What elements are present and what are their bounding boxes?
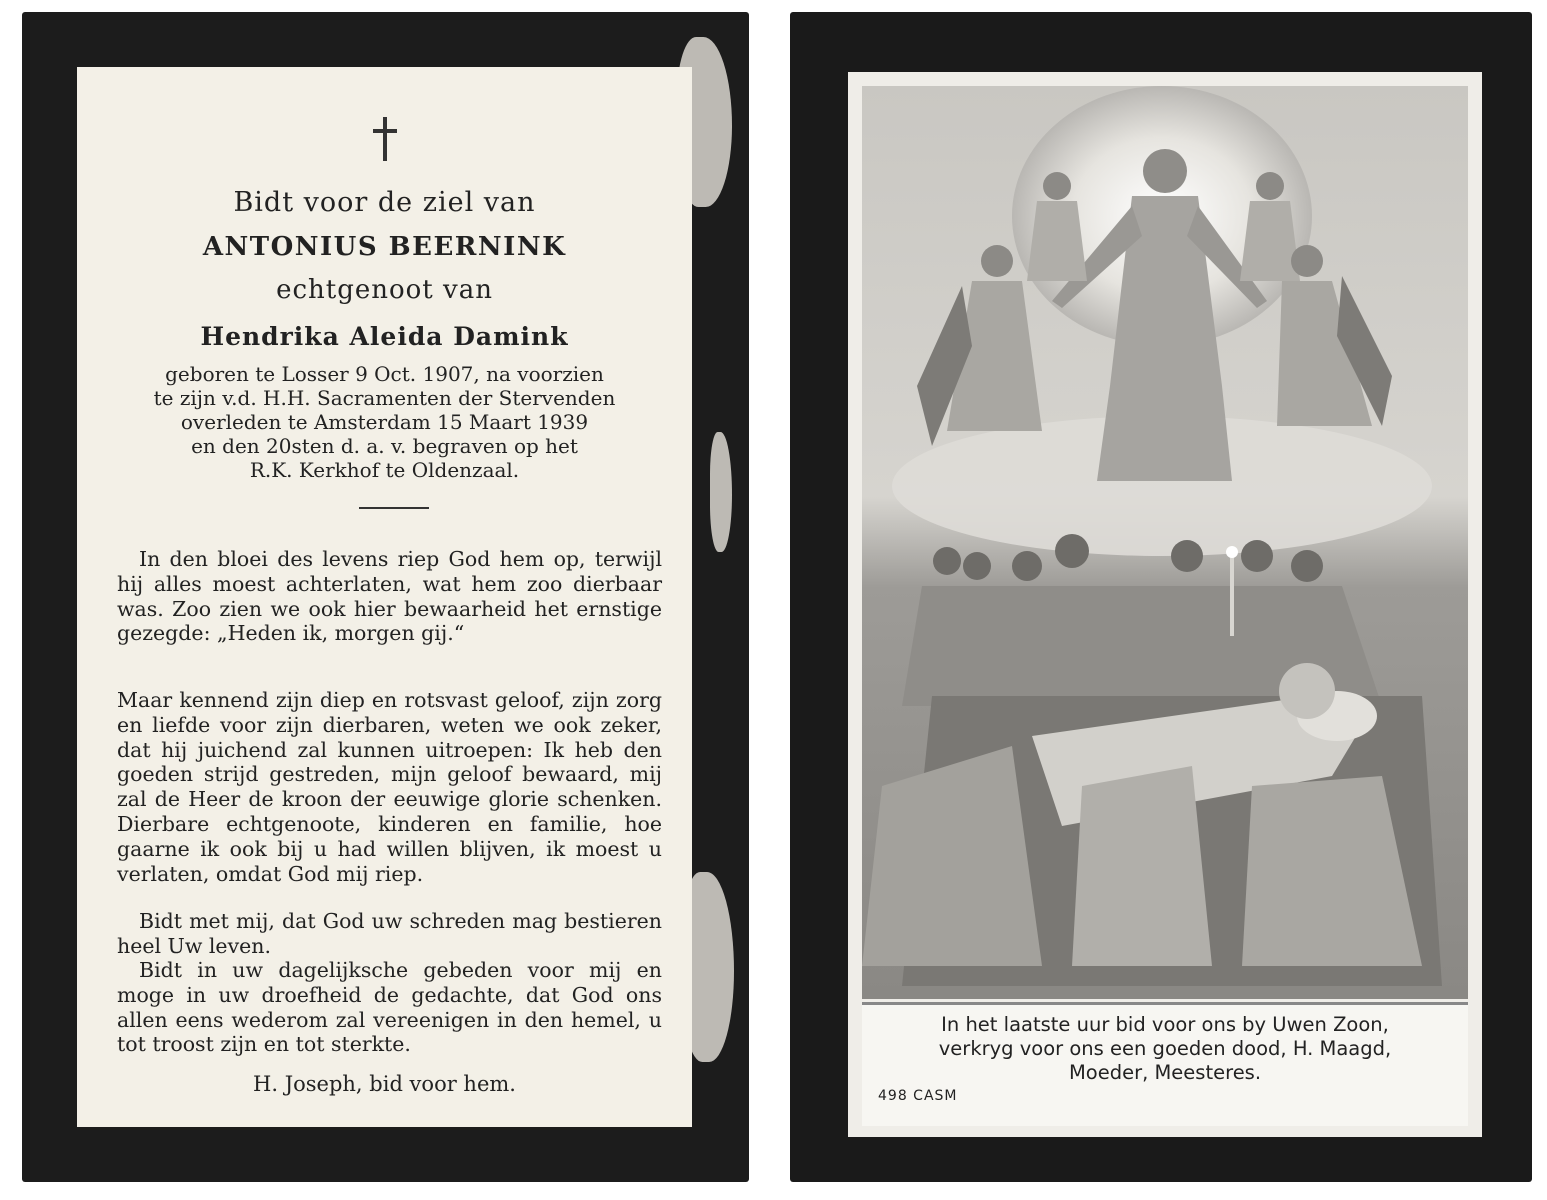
angel-robe	[1027, 201, 1087, 281]
image-page	[848, 72, 1482, 1137]
caption-line: Moeder, Meesteres.	[1068, 1061, 1262, 1084]
cross-icon	[373, 117, 397, 161]
divider	[359, 507, 429, 509]
religious-illustration	[862, 86, 1468, 999]
bio-line: te zijn v.d. H.H. Sacramenten der Stervenden	[153, 386, 616, 410]
illustration-svg	[862, 86, 1468, 999]
paragraph-4: Bidt in uw dagelijksche gebeden voor mij en moge in uw droefheid de gedachte, dat God ons allen eens wederom zal vereenigen in den hemel, u tot troost zijn en tot sterkte.	[117, 958, 662, 1057]
text-page	[77, 67, 692, 1127]
angel-head	[1291, 245, 1323, 277]
caption-line: In het laatste uur bid voor ons by Uwen Zoon,	[941, 1013, 1389, 1036]
prayer-caption	[862, 1013, 1468, 1085]
angel-head	[981, 245, 1013, 277]
paragraph-1: In den bloei des levens riep God hem op, terwijl hij alles moest achterlaten, wat hem zoo dierbaar was. Zoo zien we ook hier bewaarheid het ernstige gezegde: „Heden ik, morgen gij.“	[117, 547, 662, 646]
caption-panel	[862, 1002, 1468, 1126]
paragraph-2: Maar kennend zijn diep en rotsvast geloof, zijn zorg en liefde voor zijn dierbaren, weten we ook zeker, dat hij juichend zal kunnen uitroepen: Ik heb den goeden strijd gestreden, mijn geloof bewaard, mij zal de Heer de kroon der eeuwige glorie schenken. Dierbare echtgenoote, kinderen en familie, hoe gaarne ik ook bij u had willen blijven, ik moest u verlaten, omdat God mij riep.	[117, 688, 662, 886]
relation-text: echtgenoot van	[276, 275, 493, 305]
kneeling-figure	[1072, 766, 1212, 966]
christ-head	[1143, 149, 1187, 193]
bio-line: geboren te Losser 9 Oct. 1907, na voorzien	[165, 362, 604, 386]
deceased-name: ANTONIUS BEERNINK	[202, 232, 567, 262]
memorial-card-image-side	[790, 12, 1532, 1182]
biography	[107, 362, 662, 482]
mary-halo	[1279, 663, 1335, 719]
spouse-name: Hendrika Aleida Damink	[200, 322, 569, 351]
bio-line: R.K. Kerkhof te Oldenzaal.	[249, 458, 520, 482]
angel-robe	[1240, 201, 1300, 281]
closing-invocation: H. Joseph, bid voor hem.	[253, 1072, 516, 1096]
bio-line: overleden te Amsterdam 15 Maart 1939	[180, 410, 589, 434]
memorial-card-text-side	[22, 12, 749, 1182]
angel-head	[1256, 172, 1284, 200]
caption-line: verkryg voor ons een goeden dood, H. Maagd,	[938, 1037, 1392, 1060]
candle-flame	[1226, 546, 1238, 558]
prayer-heading: Bidt voor de ziel van	[233, 187, 536, 218]
print-code: 498 CASM	[878, 1088, 958, 1104]
paper-wear-mark	[710, 432, 732, 552]
angel-head	[1043, 172, 1071, 200]
bio-line: en den 20sten d. a. v. begraven op het	[191, 434, 578, 458]
candle	[1230, 556, 1234, 636]
paragraph-3: Bidt met mij, dat God uw schreden mag bestieren heel Uw leven.	[117, 909, 662, 958]
